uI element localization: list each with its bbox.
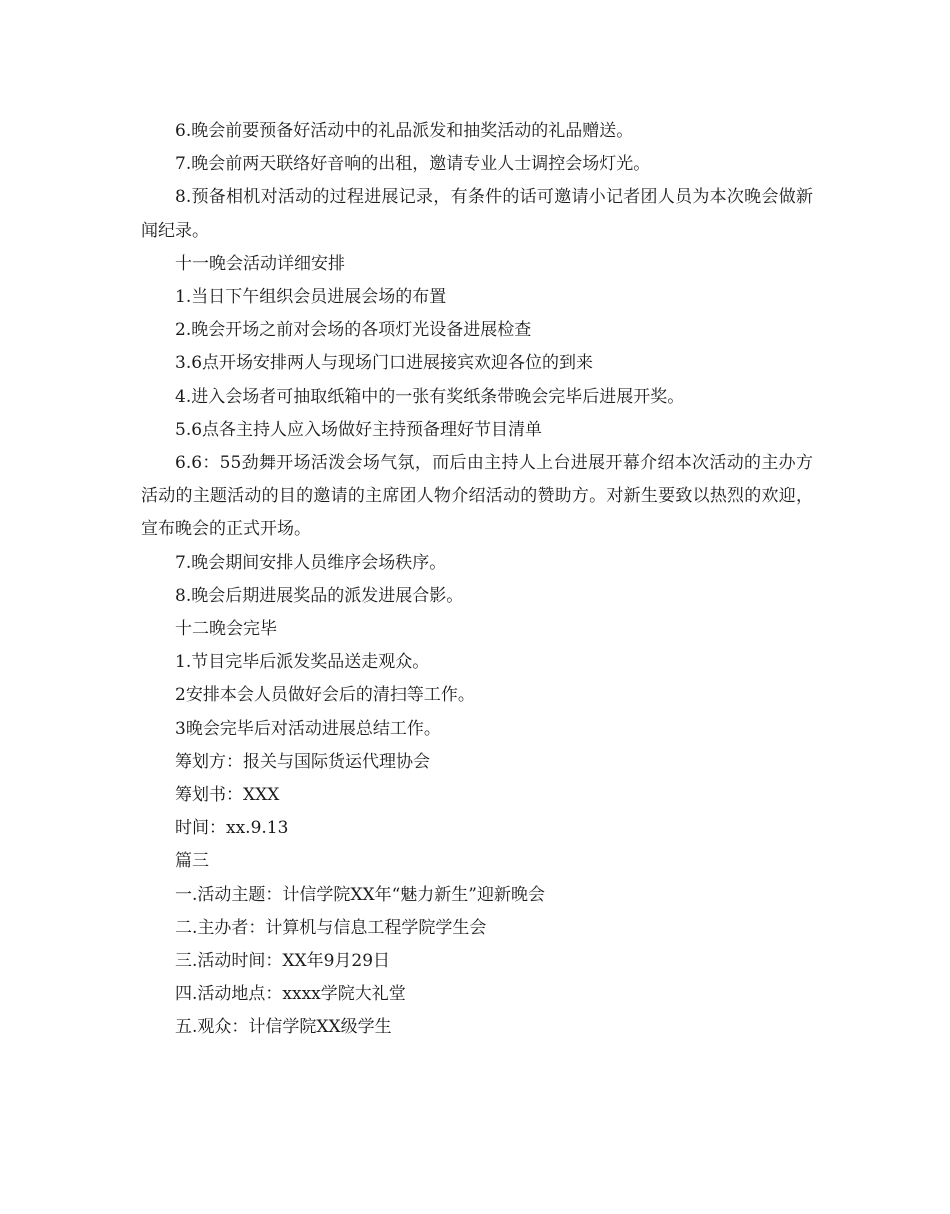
paragraph: 3.6点开场安排两人与现场门口进展接宾欢迎各位的到来	[175, 353, 594, 374]
paragraph: 3晚会完毕后对活动进展总结工作。	[175, 718, 441, 739]
section-heading: 十一晚会活动详细安排	[175, 253, 345, 274]
paragraph: 三.活动时间：XX年9月29日	[175, 951, 391, 972]
paragraph: 2安排本会人员做好会后的清扫等工作。	[175, 685, 475, 706]
paragraph: 1.节目完毕后派发奖品送走观众。	[175, 652, 430, 673]
paragraph: 5.6点各主持人应入场做好主持预备理好节目清单	[175, 419, 543, 440]
paragraph: 二.主办者：计算机与信息工程学院学生会	[175, 917, 487, 938]
section-heading: 篇三	[175, 851, 209, 872]
paragraph: 6.晚会前要预备好活动中的礼品派发和抽奖活动的礼品赠送。	[175, 121, 634, 141]
paragraph: 五.观众：计信学院XX级学生	[175, 1017, 392, 1038]
paragraph: 一.活动主题：计信学院XX年“魅力新生”迎新晚会	[175, 884, 545, 905]
paragraph: 筹划书：XXX	[175, 785, 280, 806]
paragraph: 时间：xx.9.13	[175, 818, 289, 839]
section-heading: 十二晚会完毕	[175, 619, 277, 640]
paragraph: 6.6：55劲舞开场活泼会场气氛，而后由主持人上台进展开幕介绍本次活动的主办方活动的主题活动的目的邀请的主席团人物介绍活动的赞助方。对新生要致以热烈的欢迎，宣布晚会的正式开场。	[141, 453, 813, 540]
paragraph: 7.晚会前两天联络好音响的出租，邀请专业人士调控会场灯光。	[175, 154, 651, 175]
document-body	[141, 115, 813, 1045]
paragraph: 7.晚会期间安排人员维序会场秩序。	[175, 552, 447, 573]
paragraph: 2.晚会开场之前对会场的各项灯光设备进展检查	[175, 320, 532, 341]
paragraph: 四.活动地点：xxxx学院大礼堂	[175, 984, 406, 1005]
paragraph: 1.当日下午组织会员进展会场的布置	[175, 287, 447, 308]
paragraph: 筹划方：报关与国际货运代理协会	[175, 751, 430, 772]
paragraph: 4.进入会场者可抽取纸箱中的一张有奖纸条带晚会完毕后进展开奖。	[175, 386, 685, 407]
paragraph: 8.预备相机对活动的过程进展记录，有条件的话可邀请小记者团人员为本次晚会做新闻纪录。	[141, 187, 813, 241]
paragraph: 8.晚会后期进展奖品的派发进展合影。	[175, 585, 464, 606]
